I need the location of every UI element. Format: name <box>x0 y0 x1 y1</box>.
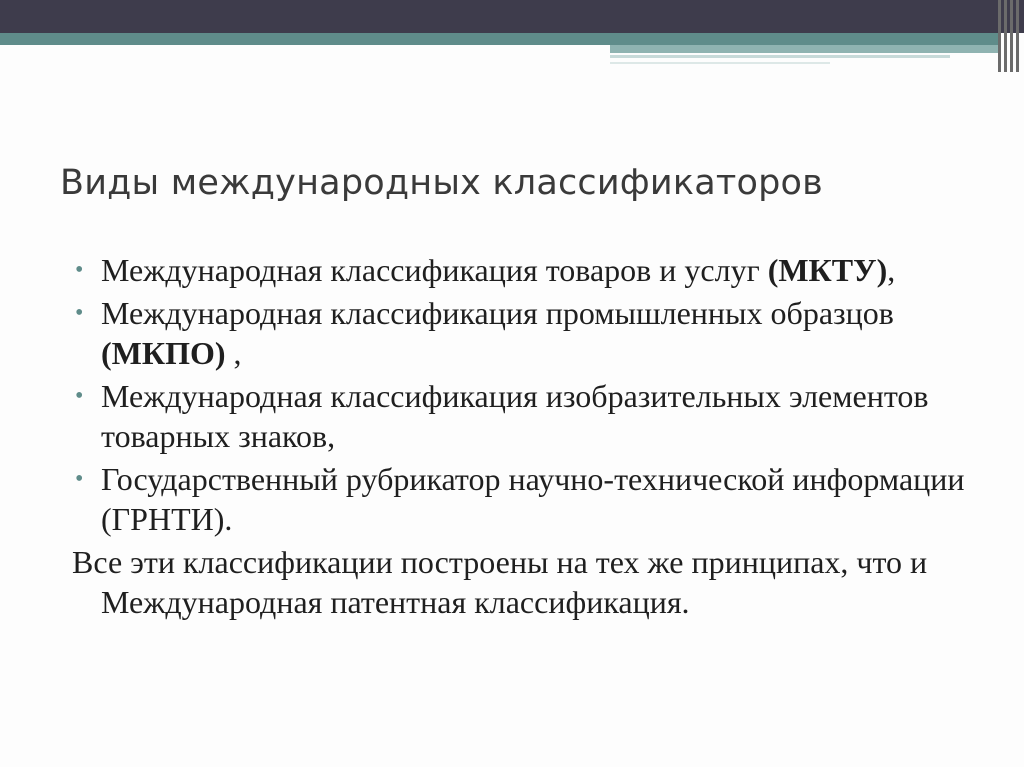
bullet-tail: , <box>887 252 896 288</box>
bullet-text: Государственный рубрикатор научно-технической информации (ГРНТИ). <box>101 461 965 537</box>
top-banner-line <box>610 55 950 58</box>
summary-text: Все эти классификации построены на тех же принципах, что и Международная патентная классификация. <box>72 544 928 620</box>
slide-title: Виды международных классификаторов <box>60 163 823 203</box>
bullet-dot-icon: • <box>75 300 84 326</box>
top-banner-teal-light <box>610 45 1000 53</box>
slide-content <box>72 250 992 622</box>
corner-stripe <box>998 0 1001 72</box>
bullet-text: Международная классификация изобразительных элементов товарных знаков, <box>101 378 929 454</box>
bullet-tail: , <box>225 335 242 371</box>
corner-stripe <box>1004 0 1007 72</box>
bullet-dot-icon: • <box>75 257 84 283</box>
bullet-item-mktu <box>72 250 992 290</box>
corner-stripe <box>1016 0 1019 72</box>
top-banner-teal <box>0 33 1000 45</box>
bullet-dot-icon: • <box>75 383 84 409</box>
top-banner-line-secondary <box>610 62 830 64</box>
bullet-list <box>72 250 992 539</box>
bullet-item-grnti <box>72 459 992 539</box>
bullet-item-mkpo <box>72 293 992 373</box>
corner-stripe <box>1010 0 1013 72</box>
top-banner-dark <box>0 0 1024 33</box>
bullet-item-trademark-elements <box>72 376 992 456</box>
bullet-abbreviation: (МКПО) <box>101 335 226 371</box>
bullet-text: Международная классификация товаров и услуг <box>101 252 768 288</box>
bullet-dot-icon: • <box>75 466 84 492</box>
bullet-abbreviation: (МКТУ) <box>767 252 888 288</box>
bullet-text: Международная классификация промышленных образцов <box>101 295 894 331</box>
